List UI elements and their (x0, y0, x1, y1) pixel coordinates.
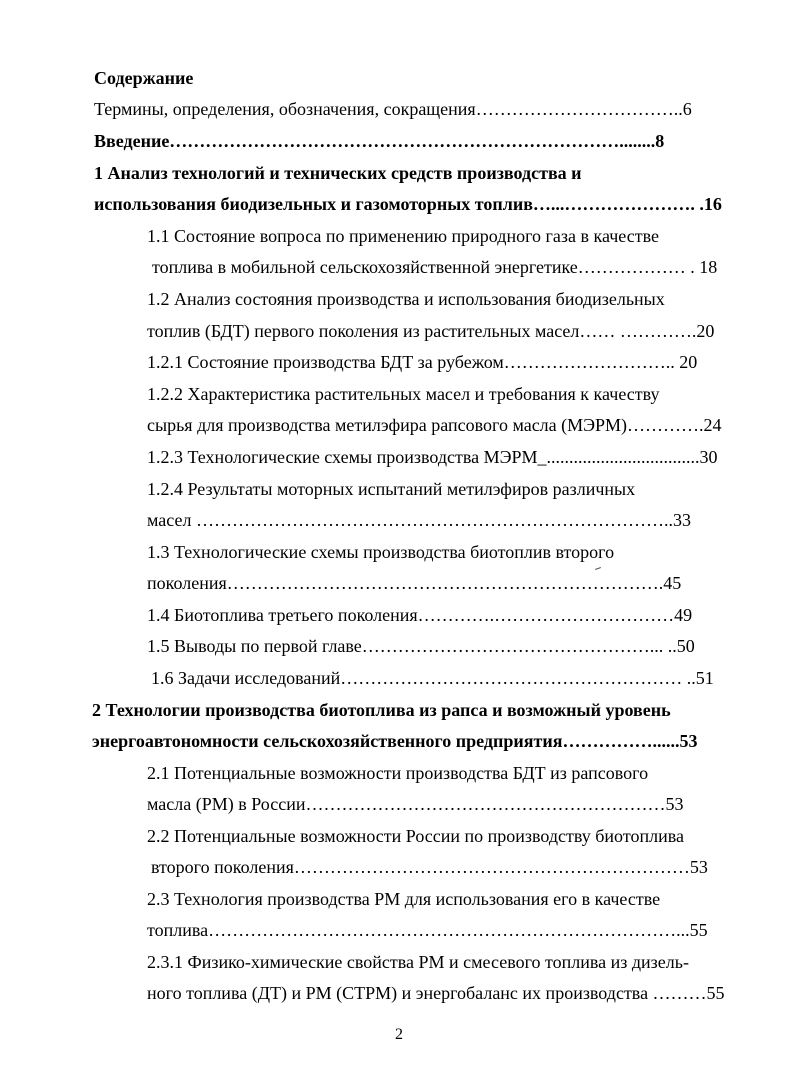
toc-entry: использования биодизельных и газомоторных топлив…...…………………. .16 (94, 194, 722, 214)
toc-entry: 1.3 Технологические схемы производства биотоплив второго (147, 542, 615, 562)
toc-entry: ного топлива (ДТ) и РМ (СТРМ) и энергобаланс их производства ………55 (147, 983, 725, 1003)
toc-entry: 1.2 Анализ состояния производства и использования биодизельных (147, 289, 665, 309)
toc-entry: масел ……………………………………………………………………..33 (147, 510, 691, 530)
toc-entry: масла (РМ) в России……………………………………………………53 (147, 794, 684, 814)
toc-entry: 1.2.1 Состояние производства БДТ за рубежом……………………….. 20 (147, 352, 698, 372)
toc-entry: 2.3.1 Физико-химические свойства РМ и смесевого топлива из дизель- (147, 952, 689, 972)
toc-entry: 1 Анализ технологий и технических средств производства и (94, 163, 582, 183)
toc-entry: 1.2.2 Характеристика растительных масел и требования к качеству (147, 384, 660, 404)
toc-entry: поколения……………………………………………………………….45 (147, 573, 682, 593)
toc-entry: энергоавтономности сельскохозяйственного предприятия……………......53 (92, 731, 698, 751)
toc-entry: 1.4 Биотоплива третьего поколения………….…………………………49 (147, 605, 693, 625)
toc-entry: топлив (БДТ) первого поколения из растительных масел…… ………….20 (147, 321, 715, 341)
toc-entry: 1.2.3 Технологические схемы производства МЭРМ_..................................30 (147, 447, 718, 467)
toc-entry: 2.2 Потенциальные возможности России по производству биотоплива (147, 826, 684, 846)
toc-entry: 2 Технологии производства биотоплива из рапса и возможный уровень (92, 700, 671, 720)
scan-mark (595, 567, 601, 570)
toc-entry: 1.2.4 Результаты моторных испытаний метилэфиров различных (147, 479, 636, 499)
toc-entry: топлива……………………………………………………………………...55 (147, 920, 708, 940)
toc-entry: 1.5 Выводы по первой главе…………………………………………... ..50 (147, 636, 695, 656)
toc-entry: 2.3 Технология производства РМ для использования его в качестве (147, 889, 661, 909)
toc-entry: сырья для производства метилэфира рапсового масла (МЭРМ)………….24 (147, 415, 722, 435)
toc-entry: второго поколения…………………………………………………………53 (151, 857, 708, 877)
toc-entry: 1.1 Состояние вопроса по применению природного газа в качестве (147, 226, 659, 246)
toc-entry: топлива в мобильной сельскохозяйственной энергетике……………… . 18 (152, 257, 718, 277)
toc-entry: Термины, определения, обозначения, сокращения……………………………..6 (94, 99, 692, 119)
toc-entry: 1.6 Задачи исследований………………………………………………… ..51 (151, 668, 714, 688)
page-number: 2 (395, 1026, 403, 1043)
toc-entry: 2.1 Потенциальные возможности производства БДТ из рапсового (147, 763, 649, 783)
toc-entry: Введение…………………………………………………………………........8 (94, 131, 665, 151)
toc-heading: Содержание (94, 68, 194, 88)
